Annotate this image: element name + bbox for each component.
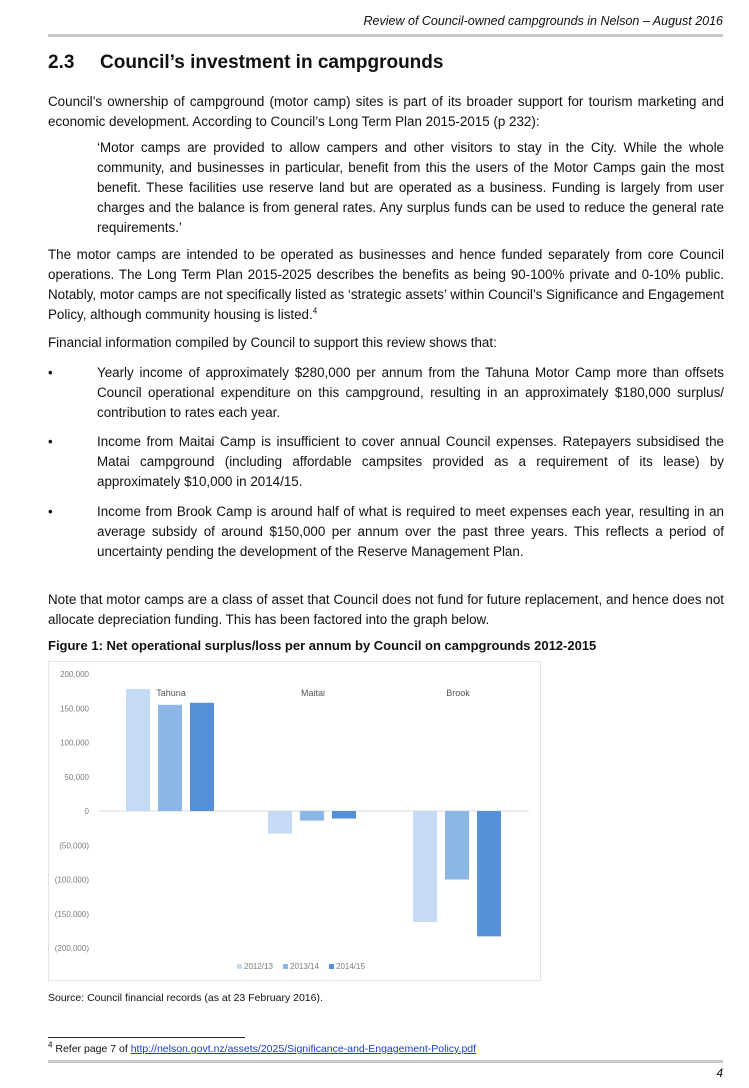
y-tick-label: 50,000 bbox=[64, 772, 89, 782]
footnote-text: Refer page 7 of bbox=[55, 1043, 131, 1055]
legend-label: 2013/14 bbox=[290, 962, 319, 971]
bullet-tahuna bbox=[48, 363, 724, 423]
footnote-link[interactable]: http://nelson.govt.nz/assets/2025/Significance-and-Engagement-Policy.pdf bbox=[130, 1043, 477, 1055]
bullet-marker: • bbox=[48, 365, 53, 380]
bullet-text: Yearly income of approximately $280,000 per annum from the Tahuna Motor Camp more than offsets Council operational expenditure on this campground, resulting in an approximately $180,000 surplus/ contribution to rates each year. bbox=[97, 365, 724, 420]
bullet-brook bbox=[48, 502, 724, 562]
section-heading bbox=[48, 52, 443, 74]
y-tick-label: (150,000) bbox=[54, 909, 89, 919]
ltp-quote: ‘Motor camps are provided to allow campers and other visitors to stay in the City. While the whole community, and businesses in particular, benefit from this the users of the Motor Camps gain the most benefit. These facilities use reserve land but are operated as a business. Funding is largely from user charges and the balance is from general rates. Any surplus funds can be used to reduce the general rate requirements.’ bbox=[97, 140, 724, 235]
y-tick-label: (100,000) bbox=[54, 875, 89, 885]
funding-paragraph-text: The motor camps are intended to be operated as businesses and hence funded separately from core Council operations. The Long Term Plan 2015-2025 describes the benefits as being 90-100% private and 0-10% public. Notably, motor camps are not specifically listed as ‘strategic assets’ within Council’s Significance and Engagement Policy, although community housing is listed. bbox=[48, 247, 724, 322]
footnote-ref: 4 bbox=[312, 306, 318, 316]
y-tick-label: 0 bbox=[84, 807, 89, 816]
running-header: Review of Council-owned campgrounds in Nelson – August 2016 bbox=[363, 14, 723, 28]
section-number: 2.3 bbox=[48, 52, 75, 73]
footnote-rule bbox=[48, 1037, 245, 1038]
legend-label: 2012/13 bbox=[244, 962, 273, 971]
bar-tahuna-1 bbox=[158, 705, 182, 811]
footnote bbox=[48, 1040, 477, 1055]
legend-swatch bbox=[329, 964, 334, 969]
bullet-marker: • bbox=[48, 504, 53, 519]
header-rule bbox=[48, 34, 723, 37]
bullet-text: Income from Brook Camp is around half of what is required to meet expenses each year, resulting in an average subsidy of around $150,000 per annum over the past three years. This reflects a period of uncertainty pending the development of the Reserve Management Plan. bbox=[97, 504, 724, 559]
bar-maitai-1 bbox=[300, 811, 324, 821]
bar-chart bbox=[49, 662, 540, 980]
figure-source: Source: Council financial records (as at 23 February 2016). bbox=[48, 992, 323, 1004]
category-label: Maitai bbox=[300, 688, 326, 698]
bar-brook-0 bbox=[413, 811, 437, 922]
intro-paragraph: Council’s ownership of campground (motor camp) sites is part of its broader support for tourism marketing and economic development. According to Council’s Long Term Plan 2015-2015 (p 232): bbox=[48, 94, 724, 129]
y-tick-label: 100,000 bbox=[60, 738, 89, 748]
bar-tahuna-0 bbox=[126, 689, 150, 811]
y-tick-label: 200,000 bbox=[60, 670, 89, 679]
bar-brook-2 bbox=[477, 811, 501, 936]
bar-maitai-0 bbox=[268, 811, 292, 834]
chart-frame bbox=[48, 661, 541, 981]
bar-tahuna-2 bbox=[190, 703, 214, 811]
figure-title: Figure 1: Net operational surplus/loss per annum by Council on campgrounds 2012-2015 bbox=[48, 638, 597, 653]
bullet-text: Income from Maitai Camp is insufficient to cover annual Council expenses. Ratepayers subsidised the Matai campground (including affordable campsites provided as a requirement of its lease) by approximately $10,000 in 2014/15. bbox=[97, 434, 724, 489]
y-tick-label: (200,000) bbox=[54, 944, 89, 953]
legend-label: 2014/15 bbox=[336, 962, 365, 971]
bullet-maitai bbox=[48, 432, 724, 492]
bar-brook-1 bbox=[445, 811, 469, 880]
bullet-marker: • bbox=[48, 434, 53, 449]
y-tick-label: 150,000 bbox=[60, 704, 89, 714]
bar-maitai-2 bbox=[332, 811, 356, 819]
footnote-number: 4 bbox=[48, 1040, 53, 1050]
depreciation-paragraph: Note that motor camps are a class of asset that Council does not fund for future replacement, and hence does not allocate depreciation funding. This has been factored into the graph below. bbox=[48, 592, 724, 627]
financial-intro: Financial information compiled by Council to support this review shows that: bbox=[48, 335, 497, 350]
legend-swatch bbox=[283, 964, 288, 969]
category-label: Tahuna bbox=[156, 688, 186, 698]
footer-rule bbox=[48, 1060, 723, 1063]
category-label: Brook bbox=[446, 688, 470, 698]
funding-paragraph bbox=[48, 245, 724, 325]
page-number: 4 bbox=[716, 1066, 723, 1080]
y-tick-label: (50,000) bbox=[59, 841, 89, 851]
section-title: Council’s investment in campgrounds bbox=[100, 52, 444, 73]
legend-swatch bbox=[237, 964, 242, 969]
